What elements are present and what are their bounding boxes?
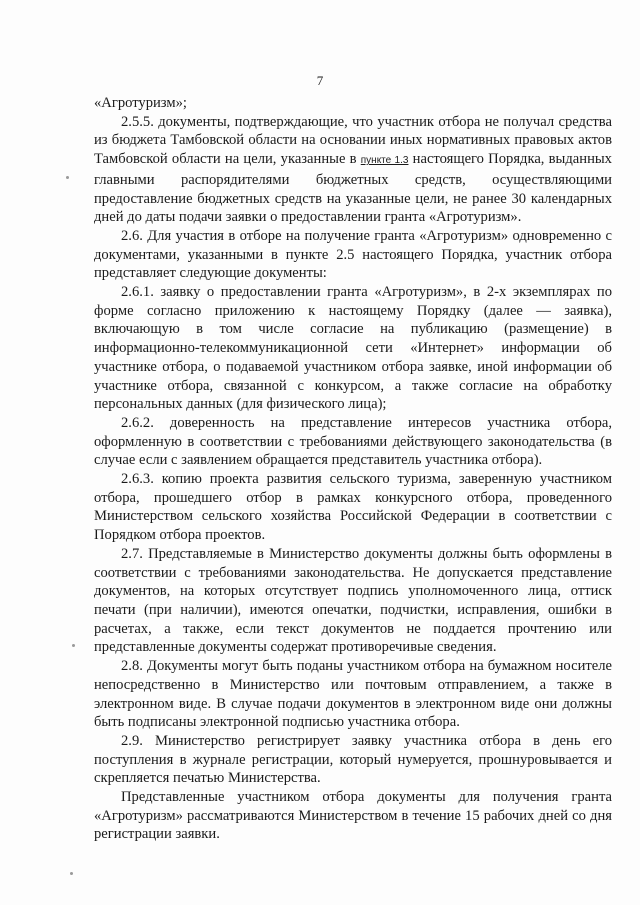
- paragraph-2-5-5-text-after: настоящего Порядка, выданных главными распорядителями бюджетных средств, осуществляющими предоставление бюджетных средств на указанные цели, не ранее 30 календарных дней до даты подачи заявки о предоставлении гранта «Агротуризм».: [94, 151, 612, 226]
- paragraph-continuation: «Агротуризм»;: [94, 95, 187, 111]
- paragraph-2-6-3: 2.6.3. копию проекта развития сельского туризма, заверенную участником отбора, прошедшего отбор в рамках конкурсного отбора, проведенного Министерством сельского хозяйства Российской Федерации в соответствии с Порядком отбора проектов.: [94, 471, 612, 544]
- paragraph-2-6-2: 2.6.2. доверенность на представление интересов участника отбора, оформленную в соответствии с требованиями действующего законодательства (в случае если с заявлением обращается представитель участника отбора).: [94, 414, 612, 469]
- margin-mark: [66, 176, 69, 179]
- paragraph-2-7: 2.7. Представляемые в Министерство документы должны быть оформлены в соответствии с требованиями законодательства. Не допускается представление документов, на которых отсутствует подпись уполномоченного лица, оттиск печати (при наличии), имеются опечатки, подчистки, исправления, ошибки в расчетах, а также, если текст документов не поддается прочтению или представленные документы содержат противоречивые сведения.: [94, 545, 612, 656]
- paragraph-2-5-5-text-before: 2.5.5. документы, подтверждающие, что участник отбора не получал средства из бюджета Тамбовской области на основании иных нормативных правовых актов Тамбовской области на цели, указанные в: [94, 113, 612, 168]
- document-body: [94, 94, 612, 844]
- page-number: 7: [316, 73, 324, 88]
- paragraph-2-5-5: [94, 113, 612, 227]
- margin-mark: [70, 872, 73, 875]
- paragraph-2-8: 2.8. Документы могут быть поданы участником отбора на бумажном носителе непосредственно в Министерство или почтовым отправлением, а также в электронном виде. В случае подачи документов в электронном виде они должны быть подписаны электронной подписью участника отбора.: [94, 658, 612, 731]
- paragraph-review-period: Представленные участником отбора документы для получения гранта «Агротуризм» рассматриваются Министерством в течение 15 рабочих дней со дня регистрации заявки.: [94, 789, 612, 843]
- paragraph-2-9: 2.9. Министерство регистрирует заявку участника отбора в день его поступления в журнале регистрации, который нумеруется, прошнуровывается и скрепляется печатью Министерства.: [94, 732, 612, 787]
- clause-1-3-link[interactable]: пункте 1.3: [360, 155, 409, 167]
- paragraph-2-6: 2.6. Для участия в отборе на получение гранта «Агротуризм» одновременно с документами, указанными в пункте 2.5 настоящего Порядка, участник отбора представляет следующие документы:: [94, 227, 612, 282]
- paragraph-2-6-1: 2.6.1. заявку о предоставлении гранта «Агротуризм», в 2-х экземплярах по форме согласно приложению к настоящему Порядку (далее — заявка), включающую в том числе согласие на публикацию (размещение) в информационно-телекоммуникационной сети «Интернет» информации об участнике отбора, о подаваемой участником отбора заявке, иной информации об участнике отбора, связанной с конкурсом, а также согласие на обработку персональных данных (для физического лица);: [94, 284, 612, 413]
- margin-mark: [72, 644, 75, 647]
